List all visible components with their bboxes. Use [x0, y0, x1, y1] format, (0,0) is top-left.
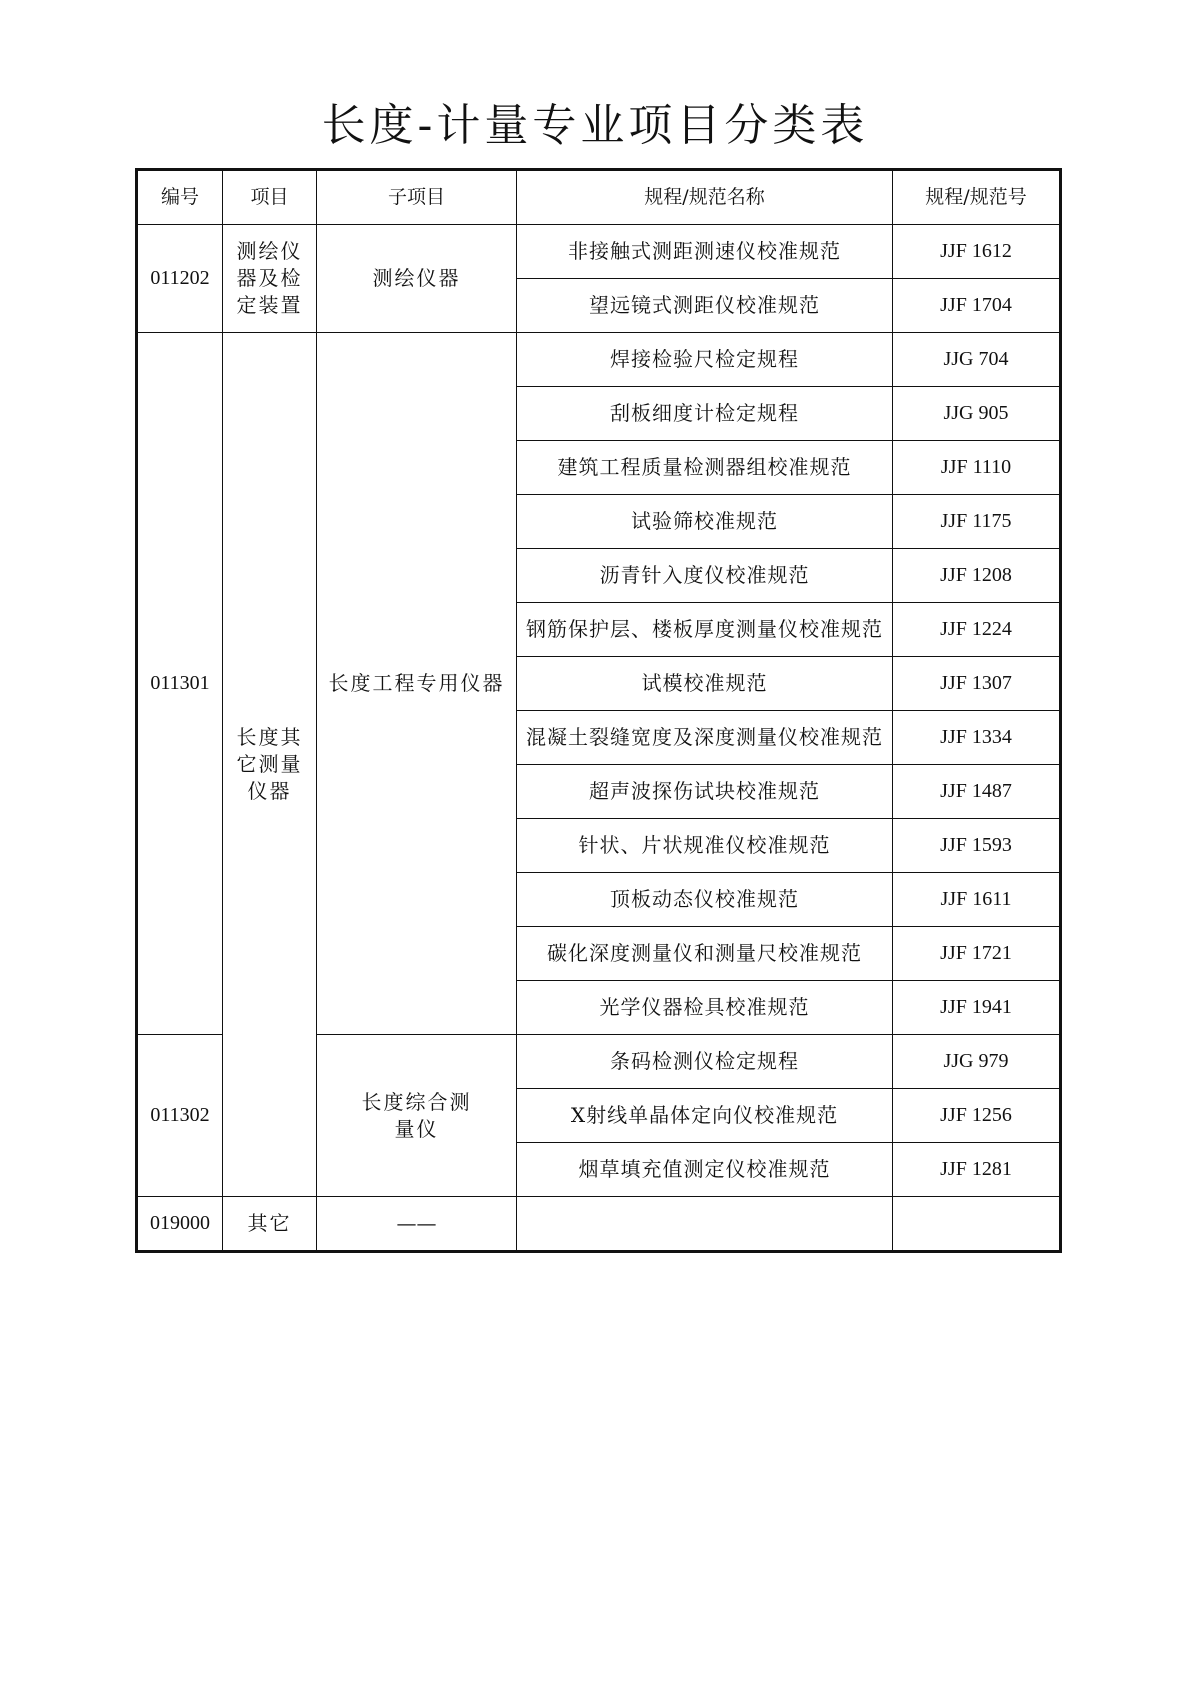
header-code: 编号 [137, 170, 223, 225]
group-code: 011301 [137, 333, 223, 1035]
std-name: 光学仪器检具校准规范 [517, 981, 893, 1035]
std-no: JJF 1334 [893, 711, 1061, 765]
std-no: JJF 1281 [893, 1143, 1061, 1197]
std-name: 条码检测仪检定规程 [517, 1035, 893, 1089]
table-header [137, 170, 1061, 225]
classification-table [135, 168, 1062, 1253]
std-no: JJF 1224 [893, 603, 1061, 657]
std-name: X射线单晶体定向仪校准规范 [517, 1089, 893, 1143]
std-no: JJF 1721 [893, 927, 1061, 981]
header-row [137, 170, 1061, 225]
header-std-name: 规程/规范名称 [517, 170, 893, 225]
std-name: 针状、片状规准仪校准规范 [517, 819, 893, 873]
std-no [893, 1197, 1061, 1252]
std-name: 试验筛校准规范 [517, 495, 893, 549]
std-name: 顶板动态仪校准规范 [517, 873, 893, 927]
std-no: JJF 1941 [893, 981, 1061, 1035]
group-item: 长度其它测量仪器 [223, 333, 317, 1197]
std-no: JJF 1612 [893, 225, 1061, 279]
group-subitem: 测绘仪器 [317, 225, 517, 333]
std-no: JJF 1208 [893, 549, 1061, 603]
header-subitem: 子项目 [317, 170, 517, 225]
std-name: 混凝土裂缝宽度及深度测量仪校准规范 [517, 711, 893, 765]
group-subitem: —— [317, 1197, 517, 1252]
page-title: 长度-计量专业项目分类表 [321, 100, 869, 151]
std-name: 非接触式测距测速仪校准规范 [517, 225, 893, 279]
table-body [137, 225, 1061, 1252]
std-no: JJF 1256 [893, 1089, 1061, 1143]
std-no: JJF 1307 [893, 657, 1061, 711]
std-name: 钢筋保护层、楼板厚度测量仪校准规范 [517, 603, 893, 657]
std-no: JJG 704 [893, 333, 1061, 387]
std-no: JJF 1704 [893, 279, 1061, 333]
std-name: 超声波探伤试块校准规范 [517, 765, 893, 819]
group-code: 019000 [137, 1197, 223, 1252]
std-name: 碳化深度测量仪和测量尺校准规范 [517, 927, 893, 981]
std-name: 烟草填充值测定仪校准规范 [517, 1143, 893, 1197]
table-row [137, 225, 1061, 279]
std-name: 建筑工程质量检测器组校准规范 [517, 441, 893, 495]
std-name: 试模校准规范 [517, 657, 893, 711]
table-row [137, 333, 1061, 387]
std-no: JJF 1611 [893, 873, 1061, 927]
group-item: 其它 [223, 1197, 317, 1252]
header-item: 项目 [223, 170, 317, 225]
group-code: 011302 [137, 1035, 223, 1197]
group-subitem: 长度综合测量仪 [317, 1035, 517, 1197]
std-name: 沥青针入度仪校准规范 [517, 549, 893, 603]
std-no: JJF 1175 [893, 495, 1061, 549]
group-item: 测绘仪器及检定装置 [223, 225, 317, 333]
std-no: JJF 1593 [893, 819, 1061, 873]
group-code: 011202 [137, 225, 223, 333]
std-no: JJF 1110 [893, 441, 1061, 495]
std-no: JJF 1487 [893, 765, 1061, 819]
table-row [137, 1197, 1061, 1252]
header-std-no: 规程/规范号 [893, 170, 1061, 225]
std-no: JJG 979 [893, 1035, 1061, 1089]
std-no: JJG 905 [893, 387, 1061, 441]
std-name [517, 1197, 893, 1252]
std-name: 望远镜式测距仪校准规范 [517, 279, 893, 333]
group-subitem: 长度工程专用仪器 [317, 333, 517, 1035]
std-name: 刮板细度计检定规程 [517, 387, 893, 441]
std-name: 焊接检验尺检定规程 [517, 333, 893, 387]
